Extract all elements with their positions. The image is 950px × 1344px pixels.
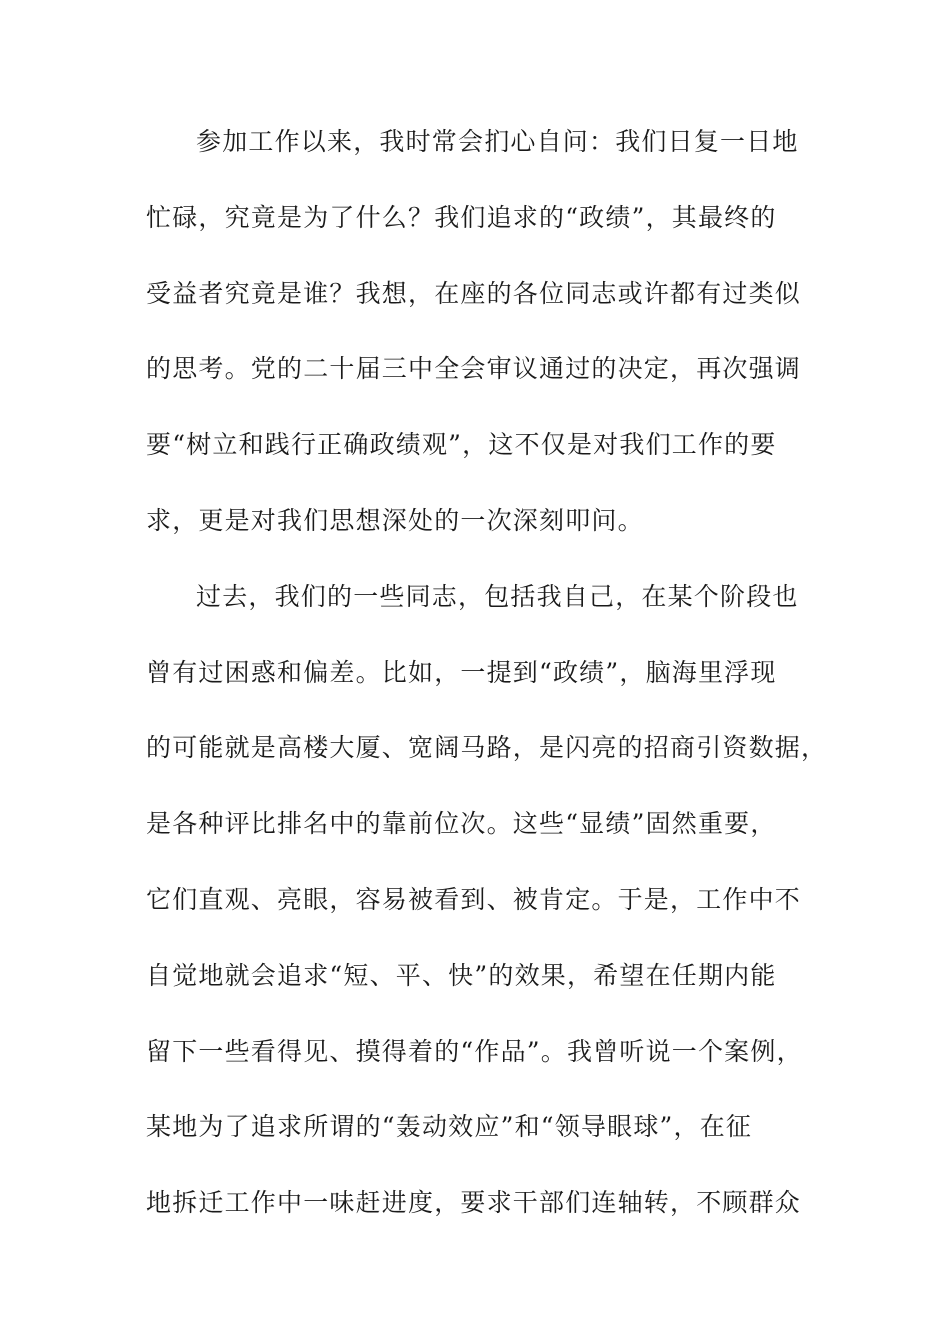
text-line: 它们直观、亮眼，容易被看到、被肯定。于是，工作中不 xyxy=(146,884,802,914)
document-body xyxy=(146,117,828,1254)
text-line: 忙碌，究竟是为了什么？我们追求的“政绩”，其最终的 xyxy=(146,202,777,232)
text-line: 的可能就是高楼大厦、宽阔马路，是闪亮的招商引资数据， xyxy=(146,733,828,763)
text-line: 是各种评比排名中的靠前位次。这些“显绩”固然重要， xyxy=(146,809,777,839)
paragraph-1 xyxy=(146,117,806,572)
text-line: 自觉地就会追求“短、平、快”的效果，希望在任期内能 xyxy=(146,960,777,990)
text-line: 要“树立和践行正确政绩观”，这不仅是对我们工作的要 xyxy=(146,430,777,460)
text-line: 地拆迁工作中一味赶进度，要求干部们连轴转，不顾群众 xyxy=(146,1188,802,1218)
text-line: 的思考。党的二十届三中全会审议通过的决定，再次强调 xyxy=(146,354,802,384)
text-line: 某地为了追求所谓的“轰动效应”和“领导眼球”，在征 xyxy=(146,1112,753,1142)
paragraph-2 xyxy=(146,572,828,1254)
text-line: 曾有过困惑和偏差。比如，一提到“政绩”，脑海里浮现 xyxy=(146,657,777,687)
text-line: 求，更是对我们思想深处的一次深刻叩问。 xyxy=(146,505,644,535)
text-line: 留下一些看得见、摸得着的“作品”。我曾听说一个案例， xyxy=(146,1036,803,1066)
text-line: 参加工作以来，我时常会扪心自问：我们日复一日地 xyxy=(196,127,799,156)
text-line: 受益者究竟是谁？我想，在座的各位同志或许都有过类似 xyxy=(146,278,802,308)
text-line: 过去，我们的一些同志，包括我自己，在某个阶段也 xyxy=(196,581,799,611)
